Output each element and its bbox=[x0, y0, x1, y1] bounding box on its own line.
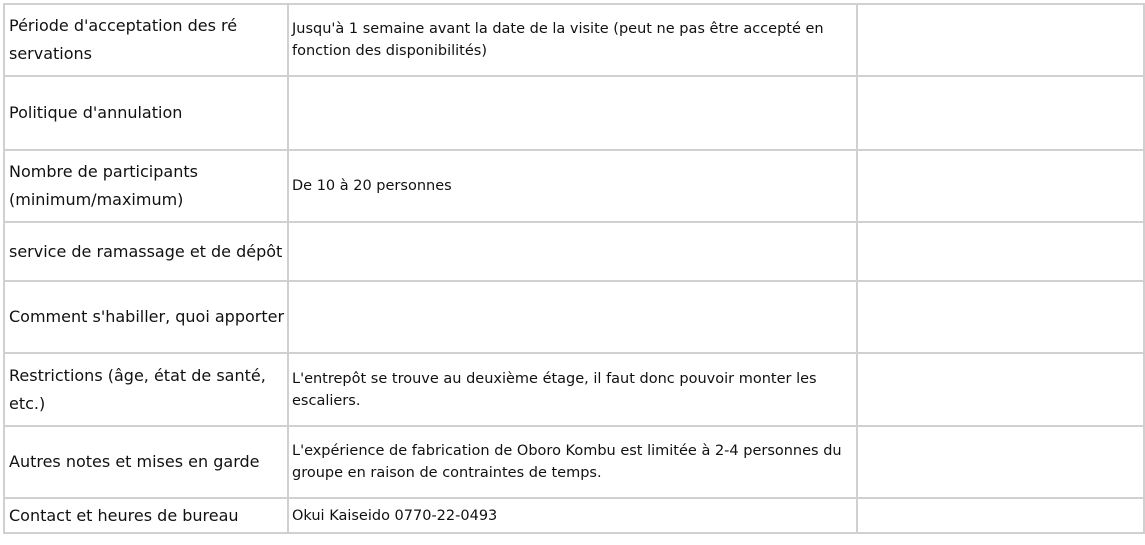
row-label bbox=[4, 222, 288, 281]
table-row-pickup-service bbox=[4, 222, 1144, 281]
row-label bbox=[4, 426, 288, 498]
table-row-cancellation-policy bbox=[4, 76, 1144, 150]
row-label bbox=[4, 498, 288, 533]
row-value-text: De 10 à 20 personnes bbox=[292, 178, 452, 194]
row-value bbox=[288, 150, 857, 222]
row-value bbox=[288, 222, 857, 281]
row-value-text: L'expérience de fabrication de Oboro Kombu est limitée à 2-4 personnes du groupe en raison de contraintes de temps. bbox=[292, 443, 842, 481]
row-label-text: Période d'acceptation des ré servations bbox=[9, 16, 238, 63]
row-label bbox=[4, 353, 288, 426]
row-label bbox=[4, 4, 288, 76]
table-row-dress-code bbox=[4, 281, 1144, 353]
row-note bbox=[857, 498, 1144, 533]
row-label-text: Autres notes et mises en garde bbox=[9, 452, 260, 471]
row-note bbox=[857, 426, 1144, 498]
row-value bbox=[288, 4, 857, 76]
table-row-contact bbox=[4, 498, 1144, 533]
table-row-participants bbox=[4, 150, 1144, 222]
row-label bbox=[4, 150, 288, 222]
row-note bbox=[857, 281, 1144, 353]
row-label-text: Nombre de participants (minimum/maximum) bbox=[9, 162, 198, 209]
row-label bbox=[4, 76, 288, 150]
row-label-text: Politique d'annulation bbox=[9, 103, 183, 122]
table-row-reservation-period bbox=[4, 4, 1144, 76]
row-value bbox=[288, 498, 857, 533]
row-value bbox=[288, 76, 857, 150]
row-note bbox=[857, 76, 1144, 150]
info-table bbox=[3, 3, 1145, 534]
row-label-text: Restrictions (âge, état de santé, etc.) bbox=[9, 365, 266, 413]
row-label-text: service de ramassage et de dépôt bbox=[9, 241, 283, 261]
row-value-text: Okui Kaiseido 0770-22-0493 bbox=[292, 507, 498, 524]
row-label-text: Comment s'habiller, quoi apporter bbox=[9, 307, 285, 326]
row-note bbox=[857, 353, 1144, 426]
row-value-text: L'entrepôt se trouve au deuxième étage, il faut donc pouvoir monter les escaliers. bbox=[292, 370, 817, 409]
row-label bbox=[4, 281, 288, 353]
row-note bbox=[857, 150, 1144, 222]
row-value bbox=[288, 281, 857, 353]
row-note bbox=[857, 222, 1144, 281]
row-label-text: Contact et heures de bureau bbox=[9, 505, 239, 525]
row-note bbox=[857, 4, 1144, 76]
row-value bbox=[288, 426, 857, 498]
row-value bbox=[288, 353, 857, 426]
table-row-restrictions bbox=[4, 353, 1144, 426]
table-row-other-notes bbox=[4, 426, 1144, 498]
row-value-text: Jusqu'à 1 semaine avant la date de la visite (peut ne pas être accepté en fonction des disponibilités) bbox=[292, 21, 824, 59]
